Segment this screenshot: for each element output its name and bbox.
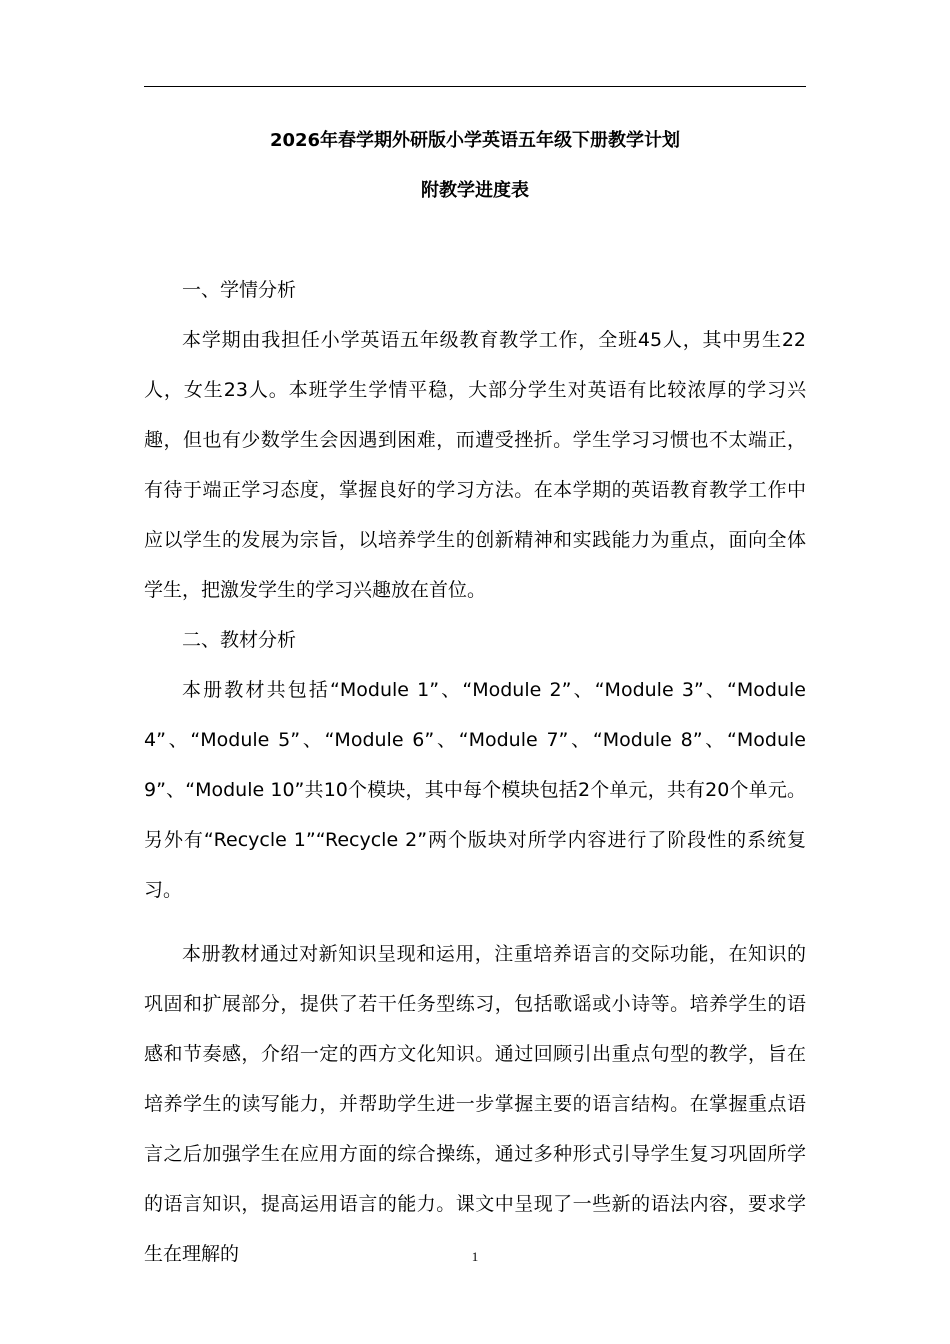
- paragraph-gap: [144, 915, 806, 929]
- paragraph-textbook-modules: 本册教材共包括“Module 1”、“Module 2”、“Module 3”、“Module 4”、“Module 5”、“Module 6”、“Module 7”、“Module 8”、“Module 9”、“Module 10”共10个模块，其中每个模块包括2个单元，共有20个单元。另外有“Recycle 1”“Recycle 2”两个版块对所学内容进行了阶段性的系统复习。: [144, 679, 806, 901]
- page-number: 1: [471, 1249, 479, 1264]
- section-heading-student-analysis: 一、学情分析: [182, 279, 297, 301]
- document-body: [144, 265, 806, 1279]
- paragraph-textbook-features: 本册教材通过对新知识呈现和运用，注重培养语言的交际功能，在知识的巩固和扩展部分，提供了若干任务型练习，包括歌谣或小诗等。培养学生的语感和节奏感，介绍一定的西方文化知识。通过回顾引出重点句型的教学，旨在培养学生的读写能力，并帮助学生进一步掌握主要的语言结构。在掌握重点语言之后加强学生在应用方面的综合操练，通过多种形式引导学生复习巩固所学的语言知识，提高运用语言的能力。课文中呈现了一些新的语法内容，要求学生在理解的: [144, 943, 806, 1265]
- header-rule: [144, 86, 806, 87]
- section-heading-textbook-analysis: 二、教材分析: [182, 629, 297, 651]
- paragraph-student-analysis: 本学期由我担任小学英语五年级教育教学工作，全班45人，其中男生22人，女生23人。本班学生学情平稳，大部分学生对英语有比较浓厚的学习兴趣，但也有少数学生会因遇到困难，而遭受挫折。学生学习习惯也不太端正，有待于端正学习态度，掌握良好的学习方法。在本学期的英语教育教学工作中应以学生的发展为宗旨，以培养学生的创新精神和实践能力为重点，面向全体学生，把激发学生的学习兴趣放在首位。: [144, 329, 806, 601]
- document-subtitle: 附教学进度表: [421, 180, 529, 201]
- document-title: 2026年春学期外研版小学英语五年级下册教学计划: [269, 130, 681, 151]
